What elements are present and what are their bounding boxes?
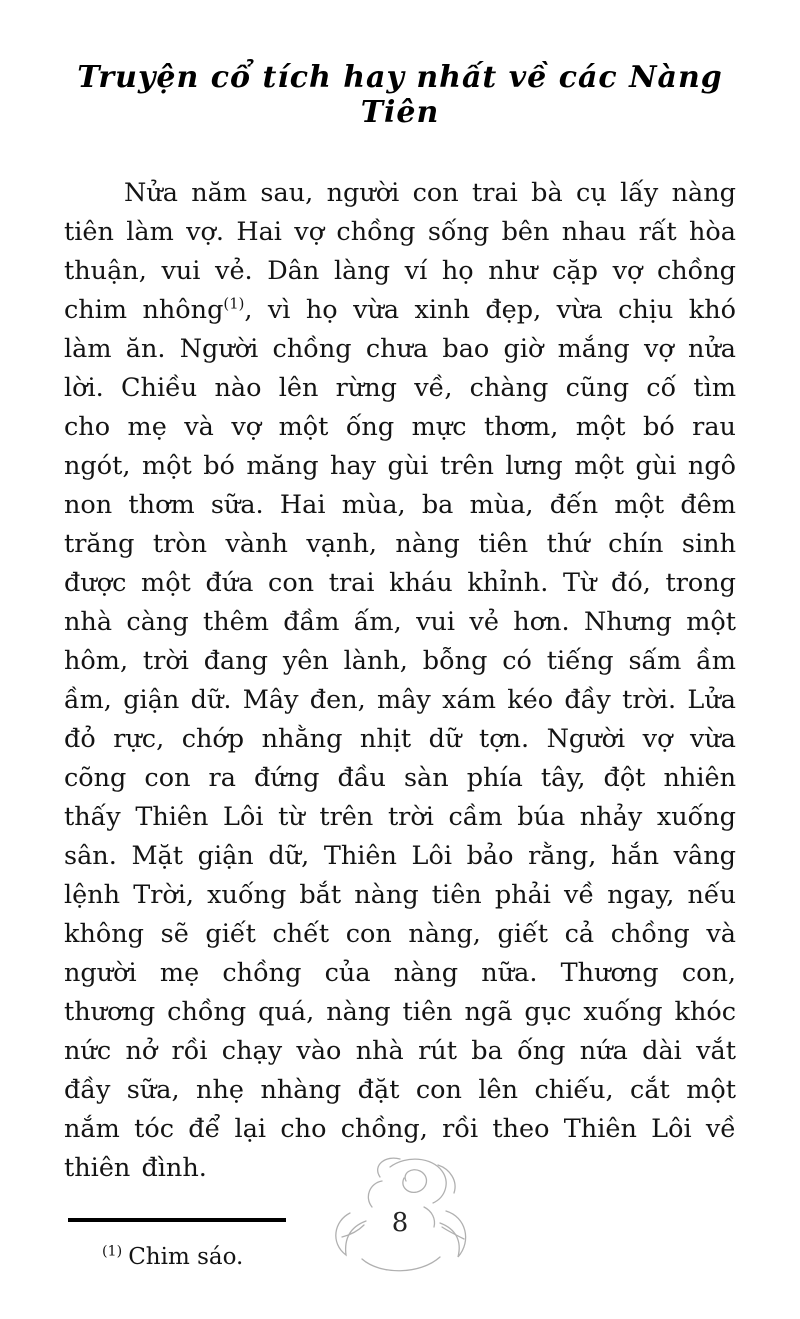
paragraph-text-part2: , vì họ vừa xinh đẹp, vừa chịu khó làm ăn. Người chồng chưa bao giờ mắng vợ nửa lời. Chiều nào lên rừng về, chàng cũng cố tìm cho mẹ và vợ một ống mực thơm, một bó rau ngót, một bó măng hay gùi trên lưng một gùi ngô non thơm sữa. Hai mùa, ba mùa, đến một đêm trăng tròn vành vạnh, nàng tiên thứ chín sinh được một đứa con trai kháu khỉnh. Từ đó, trong nhà càng thêm đầm ấm, vui vẻ hơn. Nhưng một hôm, trời đang yên lành, bỗng có tiếng sấm ầm ầm, giận dữ. Mây đen, mây xám kéo đầy trời. Lửa đỏ rực, chớp nhằng nhịt dữ tợn. Người vợ vừa cõng con ra đứng đầu sàn phía tây, đột nhiên thấy Thiên Lôi từ trên trời cầm búa nhảy xuống sân. Mặt giận dữ, Thiên Lôi bảo rằng, hắn vâng lệnh Trời, xuống bắt nàng tiên phải về ngay, nếu không sẽ giết chết con nàng, giết cả chồng và người mẹ chồng của nàng nữa. Thương con, thương chồng quá, nàng tiên ngã gục xuống khóc nức nở rồi chạy vào nhà rút ba ống nứa dài vắt đầy sữa, nhẹ nhàng đặt con lên chiếu, cắt một nắm tóc để lại cho chồng, rồi theo Thiên Lôi về thiên đình. bbox=[64, 295, 737, 1183]
page-number: 8 bbox=[391, 1207, 409, 1238]
paragraph-text-part1: Nửa năm sau, người con trai bà cụ lấy nàng tiên làm vợ. Hai vợ chồng sống bên nhau rất hòa thuận, vui vẻ. Dân làng ví họ như cặp vợ chồng chim nhông bbox=[64, 178, 736, 325]
footnote-divider bbox=[68, 1218, 286, 1222]
footnote-text: Chim sáo. bbox=[128, 1244, 244, 1270]
story-paragraph bbox=[64, 174, 736, 1188]
page-title: Truyện cổ tích hay nhất về các Nàng Tiên bbox=[77, 60, 723, 130]
footnote-marker: (1) bbox=[102, 1243, 123, 1260]
flower-ornament bbox=[320, 1151, 480, 1279]
inline-footnote-marker: (1) bbox=[223, 295, 245, 313]
